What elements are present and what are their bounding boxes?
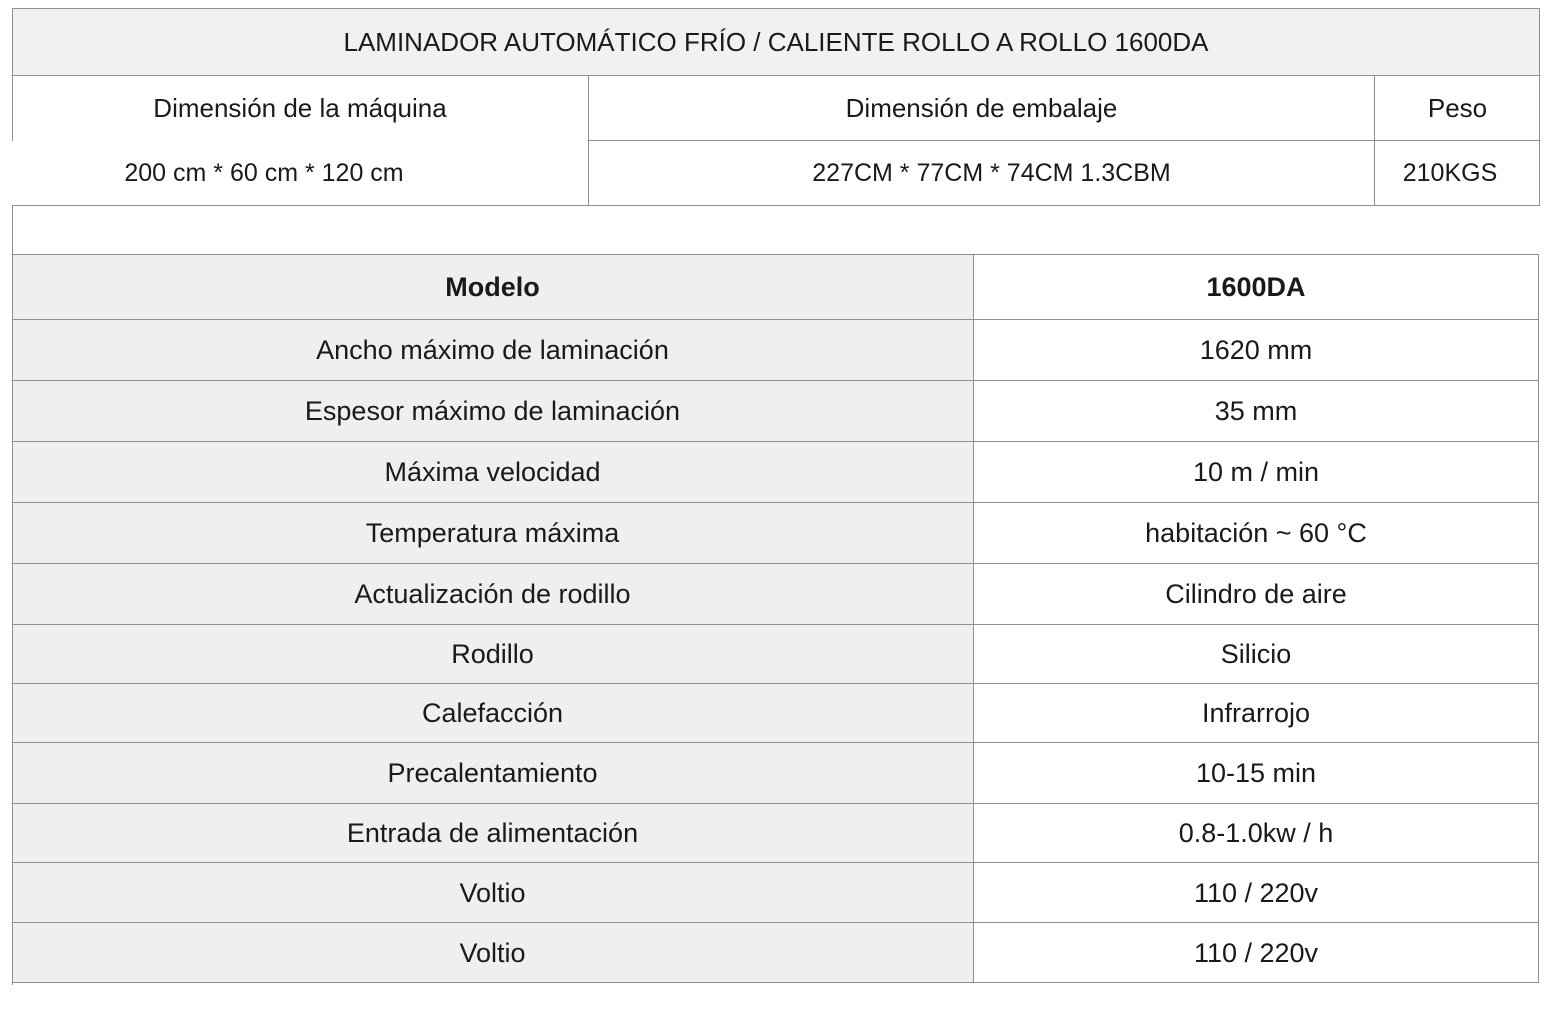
spec-row-value: 1620 mm [974,320,1538,381]
spec-row-label: Calefacción [12,684,973,743]
spec-row-label: Voltio [12,923,973,983]
spec-row-value: 110 / 220v [974,863,1538,923]
spec-row-label: Espesor máximo de laminación [12,381,973,442]
spec-row-label: Temperatura máxima [12,503,973,564]
spec-row-label: Entrada de alimentación [12,804,973,863]
spec-row-label: Máxima velocidad [12,442,973,503]
spec-row-label: Actualización de rodillo [12,564,973,625]
column-header-machine-dimension: Dimensión de la máquina [153,92,447,123]
spec-row-value: habitación ~ 60 °C [974,503,1538,564]
table-title: LAMINADOR AUTOMÁTICO FRÍO / CALIENTE ROLLO A ROLLO 1600DA [12,9,1540,75]
spec-header-label: Modelo [12,255,973,320]
spec-row-value: 0.8-1.0kw / h [974,804,1538,863]
spec-row-value: 10-15 min [974,743,1538,804]
column-header-packing-dimension: Dimensión de embalaje [845,92,1118,123]
spec-header-model: 1600DA [974,255,1538,320]
spec-row-label: Voltio [12,863,973,923]
spec-row-value: 35 mm [974,381,1538,442]
packing-dimension-value: 227CM * 77CM * 74CM 1.3CBM [812,158,1171,187]
spec-row-label: Ancho máximo de laminación [12,320,973,381]
machine-dimension-value: 200 cm * 60 cm * 120 cm [124,158,404,187]
spec-row-label: Precalentamiento [12,743,973,804]
spec-row-value: 10 m / min [974,442,1538,503]
spec-row-value: Silicio [974,625,1538,684]
spec-row-label: Rodillo [12,625,973,684]
weight-value: 210KGS [1402,158,1498,187]
spec-row-value: 110 / 220v [974,923,1538,983]
spec-row-value: Cilindro de aire [974,564,1538,625]
column-header-weight: Peso [1427,92,1488,123]
spec-row-value: Infrarrojo [974,684,1538,743]
